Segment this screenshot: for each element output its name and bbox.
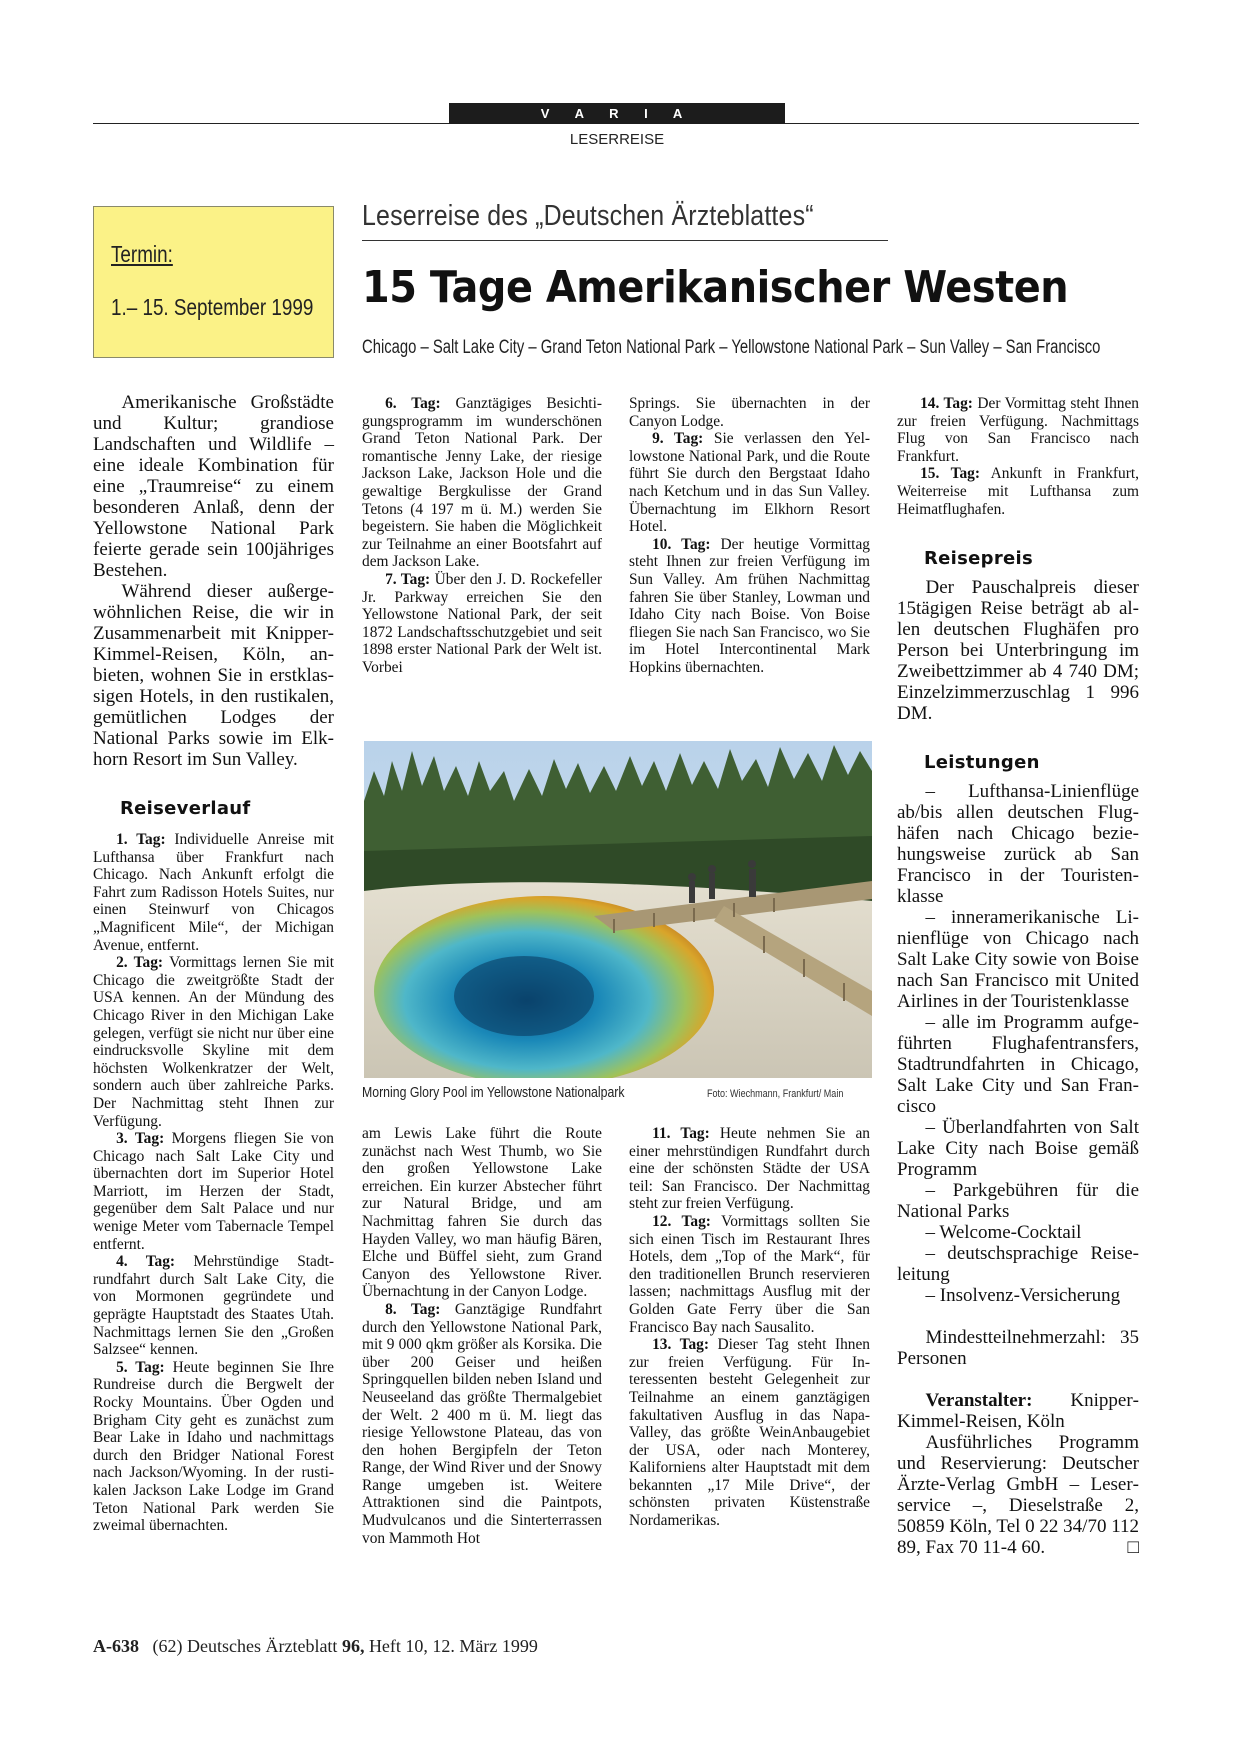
page-number: A-638 [93, 1636, 139, 1656]
footer-pub: (62) Deutsches Ärzteblatt [152, 1636, 342, 1656]
column-2-bottom [362, 1125, 602, 1547]
day-label: 9. Tag: [652, 430, 704, 448]
day-text: Vormittags lernen Sie mit Chicago die zweitgrößte Stadt der USA kennen. An der Mündung des Chicago River in den Michigan Lake gelegen, verfügt sie nicht nur über eine eindrucksvolle Skyline mit dem höchsten Wolkenkratzer der Welt, sondern auch über zahlreiche Parks. Der Nachmittag steht Ihnen zur Verfügung. [93, 954, 334, 1130]
service-item: – deutschsprachige Reiseleitung [897, 1243, 1139, 1286]
itinerary-day [629, 430, 870, 536]
organizer-label: Veranstalter: [925, 1390, 1033, 1412]
day-text: am Lewis Lake führt die Route zunächst nach West Thumb, wo Sie den großen Yellowstone Lake erreichen. Ein kurzer Abstecher führt zur Natural Bridge, und am Nachmittag fahren Sie durch das Hayden Valley, wo man häufig Bären, Elche und Büffel sieht, zum Grand Canyon des Yellowstone River. Übernachtung in der Canyon Lodge. [362, 1125, 602, 1301]
date-box-value: 1.– 15. September 1999 [111, 294, 314, 320]
services-heading: Leistungen [924, 752, 1040, 774]
organizer-text: KnipperKimmel-Reisen, Köln [897, 1390, 1139, 1433]
column-3-bottom [629, 1125, 870, 1530]
itinerary-day [629, 1213, 870, 1336]
day-text: Ganztägige Rundfahrt durch den Yellowstone National Park, mit 9 000 qkm größer als Korsika. Die über 200 Geiser und heißen Springquellen bilden neben Island und Neuseeland das größte Thermalgebiet der Welt. 2 400 m ü. M. liegt das riesige Yellowstone Plateau, das von den hohen Bergipfeln der Teton Range, der Wind River und der Snowy Range umgeben ist. Weitere Attraktionen sind die Paintpots, Mudvulcanos und die Sinterterrassen von Mammoth Hot [362, 1300, 602, 1547]
organizer [897, 1390, 1139, 1432]
column-3-top [629, 395, 870, 677]
day-text: Springs. Sie übernachten in der Canyon Lodge. [629, 395, 870, 430]
itinerary-heading: Reiseverlauf [120, 798, 251, 819]
day-text: Ankunft in Frankfurt, Weiterreise mit Lufthansa zum Heimatflughafen. [897, 465, 1139, 518]
itinerary-day [897, 465, 1139, 518]
date-box-label: Termin: [111, 241, 173, 267]
itinerary-day [629, 536, 870, 677]
day-label: 7. Tag: [385, 570, 431, 588]
service-item: – Parkgebühren für die National Parks [897, 1180, 1139, 1223]
itinerary-days-end [897, 395, 1139, 518]
end-mark: □ [1127, 1537, 1139, 1559]
day-label: 5. Tag: [116, 1358, 165, 1376]
day-text: Über den J. D. Rockefeller Jr. Parkway erreichen Sie den Yellowstone National Park, der seit 1872 Landschaftsschutzgebiet und seit 1898 erster National Park der Welt ist. Vorbei [362, 570, 603, 676]
yellowstone-photo [364, 741, 872, 1078]
intro-text [93, 392, 334, 770]
intro-paragraph: Während dieser außergewöhnlichen Reise, die wir in Zusammenarbeit mit Knipper-Kimmel-Reisen, Köln, anbieten, wohnen Sie in erstklassigen Hotels, in den rustikalen, gemütlichen Lodges der National Parks sowie im Elkhorn Resort im Sun Valley. [93, 581, 334, 770]
itinerary-day [629, 1125, 870, 1213]
article-headline: 15 Tage Amerikanischer Westen [362, 262, 1069, 313]
day-text: Dieser Tag steht Ihnen zur freien Verfügung. Für Interessenten besteht Gelegenheit zur Teilnahme an einem ganztägigen fakultativen Ausflug in das Napa-Valley, das größte WeinAnbaugebiet der USA, oder nach Monterey, Kaliforniens alter Hauptstadt mit dem bekannten „17 Mile Drive“, der schönsten privaten Küstenstraße Nordamerikas. [629, 1336, 870, 1530]
itinerary-day [362, 1301, 602, 1547]
day-label: 8. Tag: [385, 1300, 441, 1318]
day-label: 12. Tag: [652, 1212, 711, 1230]
column-1 [93, 392, 334, 1535]
footer-issue: Heft 10, 12. März 1999 [364, 1636, 538, 1656]
service-item: – Welcome-Cocktail [925, 1222, 1082, 1244]
intro-paragraph: Amerikanische Großstädte und Kultur; grandiose Landschaften und Wildlife – eine ideale Kombination für eine „Traumreise“ zu einem besonderen Anlaß, denn der Yellowstone National Park feierte gerade sein 100jähriges Bestehen. [93, 392, 334, 581]
article-kicker: Leserreise des „Deutschen Ärzteblattes“ [362, 200, 814, 232]
itinerary-day [93, 831, 334, 954]
day-label: 4. Tag: [116, 1253, 176, 1271]
subsection-label: LESERREISE [569, 131, 665, 148]
section-bar: V A R I A [449, 103, 785, 124]
page-footer [93, 1636, 538, 1657]
itinerary-day [629, 395, 870, 430]
price-heading: Reisepreis [924, 548, 1034, 570]
day-label: 11. Tag: [652, 1125, 710, 1142]
day-text: Heute nehmen Sie an einer mehrstündigen Rundfahrt durch eine der schönsten Städte der USA teil: San Francisco. Der Nachmittag steht zur freien Verfügung. [629, 1125, 870, 1213]
day-text: Morgens fliegen Sie von Chicago nach Salt Lake City und übernachten dort im Superior Hotel Marriott, im Herzen der Stadt, gegenüber dem Salt Palace und nur wenige Meter vom Tabernacle Tempel entfernt. [93, 1130, 335, 1253]
day-text: Mehrstündige Stadtrundfahrt durch Salt Lake City, die von Mormonen gegründete und geprägte Hauptstadt des Staates Utah. Nachmittags lernen Sie den „Großen Salzsee“ kennen. [93, 1253, 334, 1359]
itinerary-day [362, 571, 602, 677]
itinerary-day [93, 1130, 334, 1253]
column-2-top [362, 395, 602, 677]
services-list [897, 781, 1139, 1306]
day-text: Ganztägiges Besichtigungsprogramm im wunderschönen Grand Teton National Park. Der romantische Jenny Lake, der riesige Jackson Lake, Jackson Hole und die gewaltige Bergkulisse der Grand Tetons (4 197 m ü. M.) werden Sie begeistern. Sie haben die Möglichkeit zur Teilnahme an einer Bootsfahrt auf dem Jackson Lake. [362, 395, 603, 571]
day-label: 14. Tag: [920, 395, 973, 412]
itinerary-day [629, 1336, 870, 1530]
service-item: – inneramerikanische Linienflüge von Chicago nach Salt Lake City sowie von Boise nach San Francisco mit United Airlines in der Touristenklasse [897, 907, 1139, 1013]
photo-credit: Foto: Wiechmann, Frankfurt/ Main [707, 1088, 844, 1100]
day-label: 13. Tag: [652, 1336, 709, 1354]
min-participants: Mindestteilnehmerzahl: 35 Personen [897, 1327, 1139, 1370]
day-label: 6. Tag: [385, 395, 441, 412]
itinerary-day [362, 395, 602, 571]
itinerary-day [362, 1125, 602, 1301]
day-label: 3. Tag: [116, 1130, 165, 1148]
day-text: Individuelle Anreise mit Lufthansa über Frankfurt nach Chicago. Nach Ankunft erfolgt die Fahrt zum Radisson Hotels Suites, nur einen Steinwurf von Chicagos „Magnificent Mile“, der Michigan Avenue, entfernt. [93, 831, 335, 954]
day-text: Der heutige Vormittag steht Ihnen zur freien Verfügung im Sun Valley. Am frühen Nachmittag fahren Sie über Stanley, Lowman und Idaho City nach Boise. Von Boise fliegen Sie nach San Francisco, wo Sie im Hotel Intercontinental Mark Hopkins übernachten. [629, 535, 870, 676]
date-box [93, 206, 334, 358]
kicker-rule [362, 240, 888, 241]
photo-caption: Morning Glory Pool im Yellowstone Nationalpark [362, 1084, 625, 1101]
price-text: Der Pauschalpreis dieser 15tägigen Reise beträgt ab allen deutschen Flughäfen pro Person bei Unterbringung im Zweibettzimmer ab 4 740 DM; Einzelzimmerzuschlag 1 996 DM. [897, 577, 1139, 725]
contact-info [897, 1432, 1139, 1558]
day-label: 1. Tag: [116, 831, 166, 848]
article-route: Chicago – Salt Lake City – Grand Teton National Park – Yellowstone National Park – Sun Valley – San Francisco [362, 337, 1101, 358]
column-4 [897, 395, 1139, 1558]
day-text: Heute beginnen Sie Ihre Rundreise durch die Bergwelt der Rocky Mountains. Über Ogden und Brigham City geht es zunächst zum Bear Lake in Idaho und nachmittags durch den Bridger National Forest nach Jackson/Wyoming. In der rustikalen Jackson Lake Lodge im Grand Teton National Park werden Sie zweimal übernachten. [93, 1358, 335, 1535]
service-item: – alle im Programm aufgeführten Flughafentransfers, Stadtrundfahrten in Chicago, Salt Lake City und San Francisco [897, 1012, 1139, 1118]
day-text: Der Vormittag steht Ihnen zur freien Verfügung. Nachmittags Flug von San Francisco nach Frankfurt. [897, 395, 1139, 465]
itinerary-days [93, 831, 334, 1535]
day-label: 10. Tag: [652, 535, 711, 553]
itinerary-day [93, 1359, 334, 1535]
itinerary-day [93, 954, 334, 1130]
day-text: Sie verlassen den Yellowstone National Park, und die Route führt Sie durch den Bergstaat Idaho nach Ketchum und in das Sun Valley. Übernachtung im Elkhorn Resort Hotel. [629, 430, 871, 536]
itinerary-day [93, 1253, 334, 1359]
day-label: 2. Tag: [116, 954, 164, 972]
contact-text: Ausführliches Programm und Reservierung: Deutscher Ärzte-Verlag GmbH – Leserservice –, Dieselstraße 2, 50859 Köln, Tel 0 22 34/70 112 89, Fax 70 11-4 60. [897, 1432, 1139, 1559]
service-item: – Lufthansa-Linienflüge ab/bis allen deutschen Flughäfen nach Chicago beziehungsweise zurück ab San Francisco in der Touristenklasse [897, 781, 1139, 908]
day-label: 15. Tag: [920, 465, 980, 483]
service-item: – Überlandfahrten von Salt Lake City nach Boise gemäß Programm [897, 1117, 1139, 1181]
day-text: Vormittags sollten Sie sich einen Tisch im Restaurant Ihres Hotels, dem „Top of the Mark“, für den traditionellen Brunch reservieren lassen; nachmittags Ausflug mit der Golden Gate Ferry über die San Francisco Bay nach Sausalito. [629, 1212, 870, 1336]
itinerary-day [897, 395, 1139, 465]
footer-volume: 96, [341, 1636, 365, 1656]
service-item: – Insolvenz-Versicherung [925, 1285, 1121, 1307]
